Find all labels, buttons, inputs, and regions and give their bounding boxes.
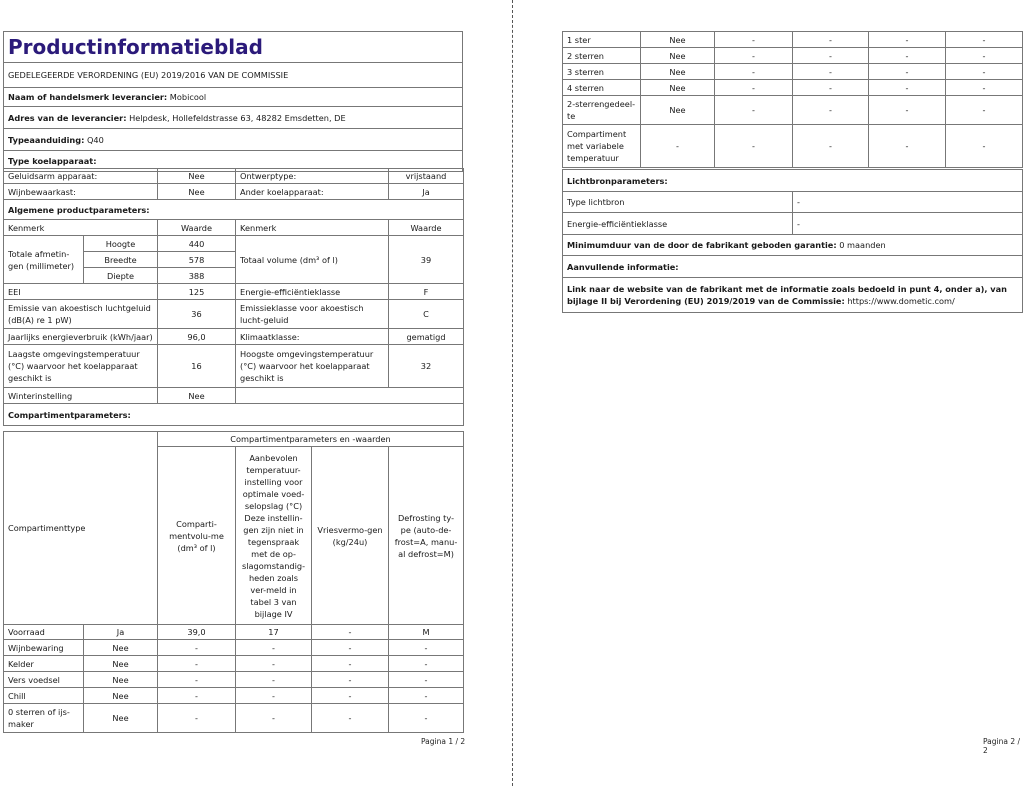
row-present: Nee (84, 656, 158, 672)
row-freeze: - (869, 64, 946, 80)
annual-label: Jaarlijks energieverbruik (kWh/jaar) (4, 329, 158, 345)
address-row (4, 107, 463, 129)
col-feature: Kenmerk (4, 220, 158, 236)
comp-defrost-label: Defrosting ty-pe (auto-de-frost=A, manu-al defrost=M) (389, 447, 464, 625)
row-volume: - (715, 80, 793, 96)
eei-value: 125 (158, 284, 236, 300)
volume-value: 39 (389, 236, 464, 284)
row-name: Compartiment met variabele temperatuur (563, 125, 641, 168)
table-row (563, 64, 1023, 80)
row-present: Nee (84, 688, 158, 704)
row-present: Nee (641, 96, 715, 125)
link-label: Link naar de website van de fabrikant met de informatie zoals bedoeld in punt 4, onder a), van bijlage II bij Verordening (EU) 2019/2019 van de Commissie: (567, 284, 1007, 306)
supplier-label: Naam of handelsmerk leverancier: (8, 92, 168, 102)
comp-freeze-label: Vriesvermo-gen (kg/24u) (312, 447, 389, 625)
table-row (563, 125, 1023, 168)
row-freeze: - (869, 80, 946, 96)
row-defrost: - (946, 48, 1023, 64)
comp-header: Compartimentparameters: (4, 404, 464, 426)
warranty-label: Minimumduur van de door de fabrikant geboden garantie: (567, 240, 837, 250)
climate-label: Klimaatklasse: (236, 329, 389, 345)
table-row (563, 32, 1023, 48)
table-row (4, 688, 464, 704)
table-row (4, 625, 464, 640)
row-name: Kelder (4, 656, 84, 672)
row-name: 2-sterrengedeel-te (563, 96, 641, 125)
row-name: Vers voedsel (4, 672, 84, 688)
min-temp-label: Laagste omgevingstemperatuur (°C) waarvoor het koelapparaat geschikt is (4, 345, 158, 388)
row-defrost: - (946, 32, 1023, 48)
light-table (562, 169, 1023, 313)
light-class-value: - (793, 213, 1023, 235)
light-type-value: - (793, 192, 1023, 213)
row-volume: - (715, 32, 793, 48)
col-feature-2: Kenmerk (236, 220, 389, 236)
compartment-table (3, 431, 464, 733)
annual-value: 96,0 (158, 329, 236, 345)
row-temp: - (793, 64, 869, 80)
winter-value: Nee (158, 388, 236, 404)
design-value: vrijstaand (389, 169, 464, 184)
row-freeze: - (312, 688, 389, 704)
row-present: Nee (84, 704, 158, 733)
row-temp: - (236, 704, 312, 733)
winter-label: Winterinstelling (4, 388, 158, 404)
supplier-row (4, 88, 463, 107)
table-row (4, 640, 464, 656)
row-volume: - (158, 672, 236, 688)
row-temp: - (236, 656, 312, 672)
supplier-value: Mobicool (169, 92, 207, 102)
row-temp: - (793, 96, 869, 125)
row-defrost: - (946, 125, 1023, 168)
row-name: 1 ster (563, 32, 641, 48)
general-header: Algemene productparameters: (4, 200, 464, 220)
noise-label: Emissie van akoestisch luchtgeluid (dB(A) re 1 pW) (4, 300, 158, 329)
row-freeze: - (312, 625, 389, 640)
light-type-label: Type lichtbron (563, 192, 793, 213)
depth-label: Diepte (84, 268, 158, 284)
model-row (4, 129, 463, 151)
width-value: 578 (158, 252, 236, 268)
light-header: Lichtbronparameters: (563, 170, 1023, 192)
low-noise-label: Geluidsarm apparaat: (4, 169, 158, 184)
table-row (563, 96, 1023, 125)
page-number: Pagina 2 / 2 (983, 737, 1021, 755)
row-present: Nee (84, 672, 158, 688)
row-freeze: - (869, 96, 946, 125)
row-temp: 17 (236, 625, 312, 640)
wine-value: Nee (158, 184, 236, 200)
row-defrost: - (389, 672, 464, 688)
warranty-row (563, 235, 1023, 256)
winter-empty (236, 388, 464, 404)
row-temp: - (236, 672, 312, 688)
row-volume: - (158, 688, 236, 704)
wine-label: Wijnbewaarkast: (4, 184, 158, 200)
row-freeze: - (312, 640, 389, 656)
row-temp: - (793, 32, 869, 48)
low-noise-value: Nee (158, 169, 236, 184)
row-present: Nee (641, 80, 715, 96)
comp-type-label: Compartimenttype (4, 432, 158, 625)
row-freeze: - (869, 32, 946, 48)
address-label: Adres van de leverancier: (8, 112, 127, 123)
row-freeze: - (869, 125, 946, 168)
row-present: - (641, 125, 715, 168)
general-table (3, 168, 464, 426)
table-row (563, 48, 1023, 64)
height-label: Hoogte (84, 236, 158, 252)
compartment-table-continued (562, 31, 1023, 168)
row-defrost: - (389, 704, 464, 733)
table-row (4, 656, 464, 672)
col-value-2: Waarde (389, 220, 464, 236)
row-volume: 39,0 (158, 625, 236, 640)
extra-header: Aanvullende informatie: (563, 256, 1023, 278)
page-number: Pagina 1 / 2 (421, 737, 466, 746)
row-name: Voorraad (4, 625, 84, 640)
page-title: Productinformatieblad (4, 32, 463, 63)
depth-value: 388 (158, 268, 236, 284)
row-freeze: - (312, 704, 389, 733)
row-defrost: - (946, 96, 1023, 125)
row-name: 3 sterren (563, 64, 641, 80)
page-2 (514, 0, 1024, 786)
row-temp: - (793, 48, 869, 64)
row-freeze: - (312, 672, 389, 688)
row-defrost: - (946, 80, 1023, 96)
model-label: Typeaanduiding: (8, 134, 85, 145)
regulation: GEDELEGEERDE VERORDENING (EU) 2019/2016 VAN DE COMMISSIE (4, 63, 463, 88)
row-freeze: - (312, 656, 389, 672)
row-defrost: - (389, 640, 464, 656)
type-header: Type koelapparaat: (4, 151, 463, 172)
row-present: Nee (641, 64, 715, 80)
comp-volume-label: Comparti-mentvolu-me (dm³ of l) (158, 447, 236, 625)
other-label: Ander koelapparaat: (236, 184, 389, 200)
header-table (3, 31, 463, 172)
row-defrost: M (389, 625, 464, 640)
row-temp: - (793, 125, 869, 168)
row-present: Nee (84, 640, 158, 656)
row-defrost: - (389, 656, 464, 672)
row-name: 2 sterren (563, 48, 641, 64)
row-volume: - (715, 125, 793, 168)
row-volume: - (158, 640, 236, 656)
comp-temp-label: Aanbevolen temperatuur-instelling voor optimale voed-selopslag (°C) Deze instellin-gen zijn niet in tegenspraak met de op-slagomstandig-heden zoals ver-meld in tabel 3 van bijlage IV (236, 447, 312, 625)
row-volume: - (715, 96, 793, 125)
row-defrost: - (946, 64, 1023, 80)
eei-label: EEI (4, 284, 158, 300)
row-volume: - (715, 48, 793, 64)
warranty-value: 0 maanden (839, 240, 886, 250)
row-temp: - (236, 640, 312, 656)
row-freeze: - (869, 48, 946, 64)
energy-class-value: F (389, 284, 464, 300)
row-name: 0 sterren of ijs-maker (4, 704, 84, 733)
climate-value: gematigd (389, 329, 464, 345)
max-temp-label: Hoogste omgevingstemperatuur (°C) waarvoor het koelapparaat geschikt is (236, 345, 389, 388)
dims-label: Totale afmetin-gen (millimeter) (4, 236, 84, 284)
row-name: Chill (4, 688, 84, 704)
link-row (563, 278, 1023, 313)
row-volume: - (715, 64, 793, 80)
row-volume: - (158, 704, 236, 733)
max-temp-value: 32 (389, 345, 464, 388)
light-class-label: Energie-efficiëntieklasse (563, 213, 793, 235)
row-temp: - (236, 688, 312, 704)
width-label: Breedte (84, 252, 158, 268)
height-value: 440 (158, 236, 236, 252)
row-volume: - (158, 656, 236, 672)
volume-label: Totaal volume (dm³ of l) (236, 236, 389, 284)
row-name: 4 sterren (563, 80, 641, 96)
page-divider (512, 0, 513, 786)
manufacturer-link[interactable]: https://www.dometic.com/ (847, 296, 955, 306)
row-name: Wijnbewaring (4, 640, 84, 656)
address-value: Helpdesk, Hollefeldstrasse 63, 48282 Emsdetten, DE (129, 112, 346, 123)
comp-params-label: Compartimentparameters en -waarden (158, 432, 464, 447)
noise-value: 36 (158, 300, 236, 329)
table-row (4, 704, 464, 733)
row-temp: - (793, 80, 869, 96)
col-value: Waarde (158, 220, 236, 236)
row-present: Ja (84, 625, 158, 640)
table-row (4, 672, 464, 688)
model-value: Q40 (86, 134, 104, 145)
page-1 (0, 0, 510, 786)
table-row (563, 80, 1023, 96)
noise-class-label: Emissieklasse voor akoestisch lucht-geluid (236, 300, 389, 329)
energy-class-label: Energie-efficiëntieklasse (236, 284, 389, 300)
row-present: Nee (641, 32, 715, 48)
row-defrost: - (389, 688, 464, 704)
other-value: Ja (389, 184, 464, 200)
min-temp-value: 16 (158, 345, 236, 388)
design-label: Ontwerptype: (236, 169, 389, 184)
row-present: Nee (641, 48, 715, 64)
noise-class-value: C (389, 300, 464, 329)
